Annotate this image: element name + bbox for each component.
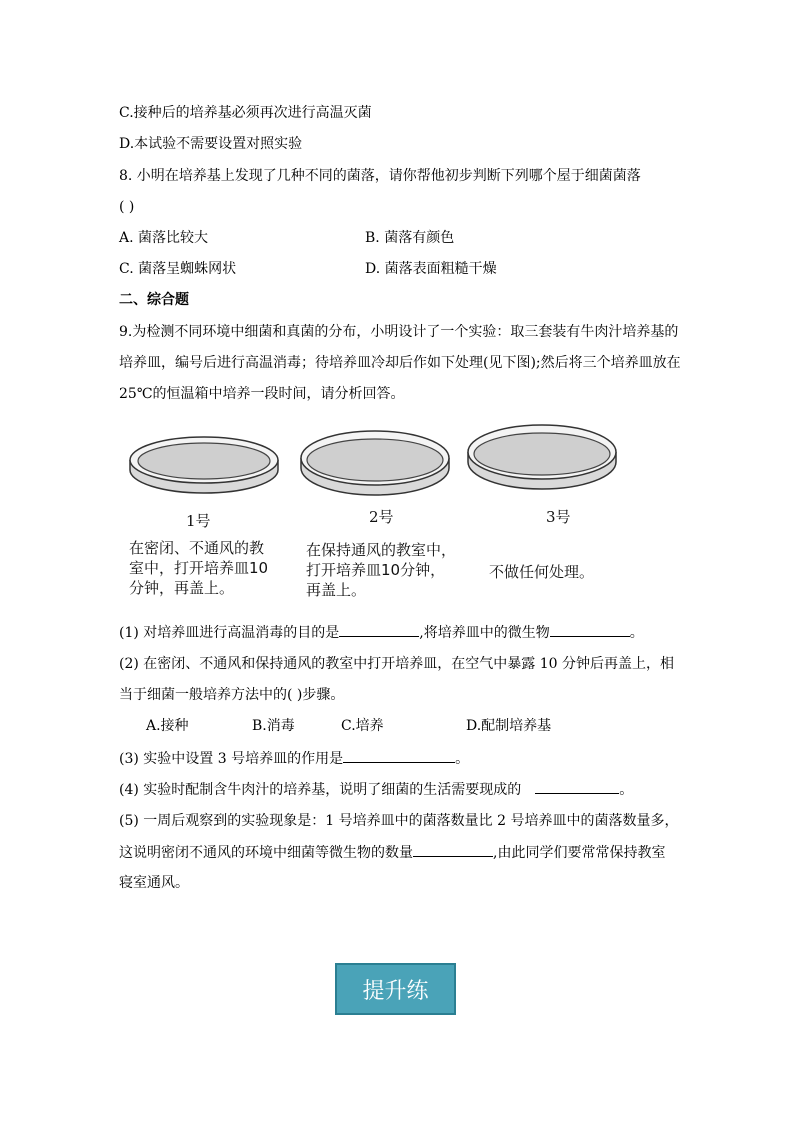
subq-2-option-c: C.培养 [341, 718, 384, 734]
q8-option-b: B. 菌落有颜色 [365, 230, 455, 246]
subq-5-text-a: 这说明密闭不通风的环境中细菌等微生物的数量 [119, 845, 413, 861]
q8-option-a: A. 菌落比较大 [119, 230, 209, 246]
petri-dish-1 [128, 430, 280, 498]
q8-option-d: D. 菌落表面粗糙干燥 [365, 261, 497, 277]
subq-2-option-a: A.接种 [146, 718, 189, 734]
subq-1-text-b: ,将培养皿中的微生物 [419, 625, 550, 641]
q9-line-3: 25℃的恒温箱中培养一段时间，请分析回答。 [119, 386, 405, 402]
subq-1 [119, 622, 644, 643]
answer-blank[interactable] [339, 622, 419, 637]
dish-2-caption-line: 再盖上。 [306, 581, 367, 599]
dish-1-label: 1号 [186, 512, 211, 530]
section-heading: 二、综合题 [119, 292, 189, 308]
subq-5-text-b: ,由此同学们要常常保持教室 [493, 845, 666, 861]
subq-3-text-b: 。 [455, 751, 470, 767]
q8-text: 8. 小明在培养基上发现了几种不同的菌落，请你帮他初步判断下列哪个屋于细菌菌落 [119, 168, 641, 184]
dish-3-label: 3号 [546, 508, 571, 526]
subq-4-text-a: (4) 实验时配制含牛肉汁的培养基，说明了细菌的生活需要现成的 [119, 782, 522, 798]
subq-1-text-c: 。 [629, 625, 644, 641]
q7-option-c: C.接种后的培养基必须再次进行高温灭菌 [119, 105, 372, 121]
subq-5-line-3: 寝室通风。 [119, 875, 189, 891]
subq-2-line-2: 当于细菌一般培养方法中的( )步骤。 [119, 687, 345, 703]
q7-option-d: D.本试验不需要设置对照实验 [119, 136, 303, 152]
dish-1-caption-line: 室中，打开培养皿10 [129, 559, 269, 577]
q8-option-c: C. 菌落呈蜘蛛网状 [119, 261, 237, 277]
subq-5-line-2 [119, 842, 665, 863]
dish-2-caption-line: 打开培养皿10分钟， [306, 561, 446, 579]
q8-answer-paren: ( ) [119, 199, 135, 215]
dish-1-caption [129, 538, 268, 598]
q9-line-2: 培养皿，编号后进行高温消毒；待培养皿冷却后作如下处理(见下图);然后将三个培养皿放在 [119, 355, 681, 371]
subq-1-text-a: (1) 对培养皿进行高温消毒的目的是 [119, 625, 340, 641]
answer-blank[interactable] [535, 779, 619, 794]
dish-1-caption-line: 在密闭、不通风的教 [129, 539, 265, 557]
advanced-practice-button[interactable]: 提升练 [335, 963, 456, 1015]
subq-3-text-a: (3) 实验中设置 3 号培养皿的作用是 [119, 751, 344, 767]
subq-5-line-1: (5) 一周后观察到的实验现象是：1 号培养皿中的菌落数量比 2 号培养皿中的菌落数量多， [119, 813, 679, 829]
answer-blank[interactable] [413, 842, 493, 857]
dish-1-caption-line: 分钟，再盖上。 [129, 579, 235, 597]
dish-2-label: 2号 [369, 508, 394, 526]
petri-dish-2 [299, 418, 451, 498]
subq-4 [119, 779, 633, 800]
subq-3 [119, 748, 469, 769]
q9-line-1: 9.为检测不同环境中细菌和真菌的分布，小明设计了一个实验：取三套装有牛肉汁培养基的 [119, 324, 679, 340]
petri-dish-3 [466, 414, 618, 494]
subq-2-line-1: (2) 在密闭、不通风和保持通风的教室中打开培养皿，在空气中暴露 10 分钟后再盖上，相 [119, 656, 674, 672]
subq-2-option-b: B.消毒 [252, 718, 295, 734]
answer-blank[interactable] [343, 748, 455, 763]
dish-2-caption [306, 540, 456, 600]
subq-2-option-d: D.配制培养基 [466, 718, 552, 734]
dish-2-caption-line: 在保持通风的教室中， [306, 541, 457, 559]
subq-4-text-b: 。 [619, 782, 634, 798]
answer-blank[interactable] [550, 622, 630, 637]
dish-3-caption: 不做任何处理。 [489, 563, 595, 581]
